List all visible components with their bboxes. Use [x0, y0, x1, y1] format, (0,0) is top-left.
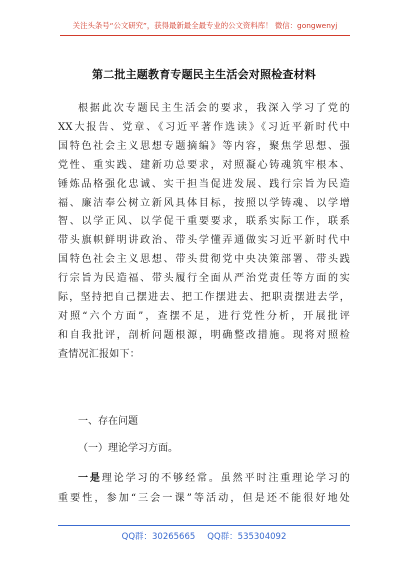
footer-qq-2: QQ群：535304092: [207, 532, 287, 542]
paragraph-line: 党性、重实践、建新功总要求，对照凝心铸魂筑牢根本、: [58, 159, 350, 171]
point-paragraph: [58, 469, 350, 509]
point-text: 理论学习的不够经常。虽然平时注重理论学习的: [101, 473, 351, 484]
paragraph-line: 根据此次专题民主生活会的要求，我深入学习了党的: [78, 103, 350, 114]
paragraph-line: 行宗旨为民造福、带头履行全面从严治党责任等方面的实: [58, 273, 350, 285]
paragraph-line: XX大报告、党章、《习近平著作选读》《习近平新时代中: [58, 121, 350, 133]
paragraph-line: 和自我批评，剖析问题根源，明确整改措施。现将对照检: [58, 329, 350, 341]
page-title: 第二批主题教育专题民主生活会对照检查材料: [92, 68, 316, 81]
paragraph-line: 查情况汇报如下：: [58, 348, 140, 360]
subsection-heading-theory: （一）理论学习方面。: [78, 443, 178, 454]
point-lead: 一是: [78, 473, 102, 484]
paragraph-line: 际，坚持把自己摆进去、把工作摆进去、把职责摆进去学，: [58, 292, 350, 304]
paragraph-line: 重要性，参加“三会一课”等活动，但是还不能很好地处: [58, 493, 350, 504]
paragraph-line: 国特色社会主义思想、带头贯彻党中央决策部署、带头践: [58, 254, 350, 266]
footer-divider: [58, 525, 350, 526]
intro-paragraph: [58, 100, 350, 365]
paragraph-line: 锤炼品格强化忠诚、实干担当促进发展、践行宗旨为民造: [58, 178, 350, 190]
paragraph-line: 对照“六个方面”，查摆不足，进行党性分析，开展批评: [58, 310, 350, 322]
footer-qq-1: QQ群：30265665: [121, 532, 196, 542]
paragraph-line: 福、廉洁奉公树立新风具体目标，按照以学铸魂、以学增: [58, 197, 350, 209]
footer: [0, 530, 408, 542]
paragraph-line: 智、以学正风、以学促干重要要求，联系实际工作，联系: [58, 216, 350, 228]
paragraph-line: [58, 469, 350, 489]
paragraph-line: 国特色社会主义思想专题摘编》等内容，聚焦学思想、强: [58, 140, 350, 152]
paragraph-line: 带头旗帜鲜明讲政治、带头学懂弄通做实习近平新时代中: [58, 235, 350, 247]
section-heading-problems: 一、存在问题: [78, 416, 138, 427]
header-banner: 关注头条号“公文研究”，获得最新最全最专业的公文资料库！ 微信：gongwenyj: [60, 20, 350, 36]
